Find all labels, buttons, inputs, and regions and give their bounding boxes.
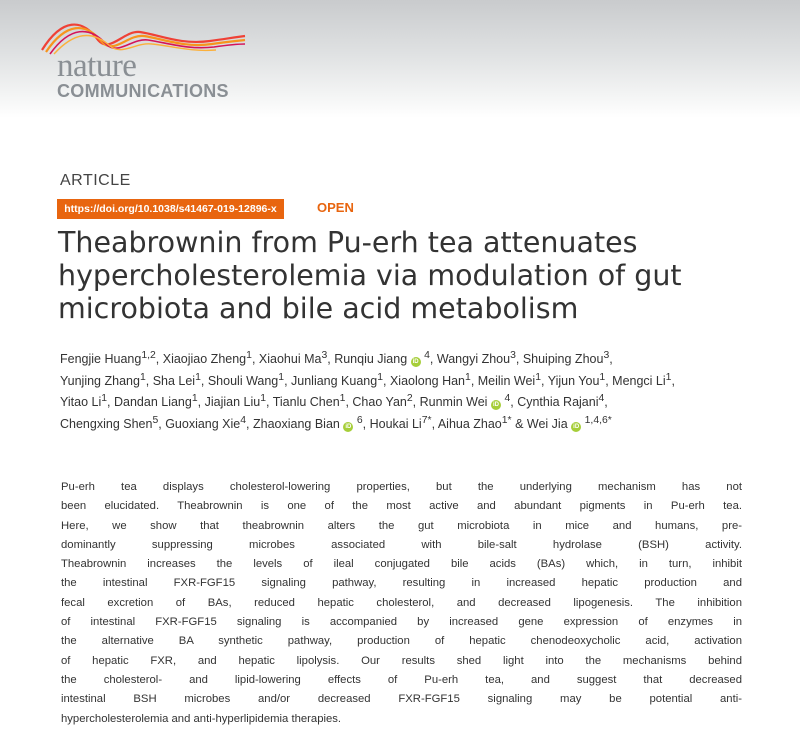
article-title-line: hypercholesterolemia via modulation of gut <box>58 259 682 292</box>
author-name[interactable]: Wangyi Zhou <box>436 352 511 367</box>
orcid-icon[interactable]: iD <box>412 359 419 366</box>
author-separator: , <box>604 395 608 410</box>
author-name[interactable]: Yijun You <box>547 373 600 388</box>
author-name[interactable]: Shouli Wang <box>207 373 279 388</box>
author-name[interactable]: Xiaohui Ma <box>258 352 322 367</box>
author-name[interactable]: Cynthia Rajani <box>517 395 599 410</box>
journal-logo-nature[interactable]: nature <box>57 48 137 84</box>
author-name[interactable]: Xiaolong Han <box>389 373 466 388</box>
article-title-line: Theabrownin from Pu-erh tea attenuates <box>58 226 638 259</box>
author-separator: , <box>284 373 292 388</box>
affiliation-marker: 1 <box>191 393 198 404</box>
author-name[interactable]: Chao Yan <box>352 395 407 410</box>
abstract-line: Theabrownin increases the levels of ileal conjugated bile acids (BAs) which, in turn, inhibit <box>61 558 742 571</box>
author-separator: , <box>605 373 613 388</box>
author-separator: , <box>327 352 335 367</box>
affiliation-marker: 1* <box>501 414 512 426</box>
abstract-line: hypercholesterolemia and anti-hyperlipidemia therapies. <box>61 712 342 725</box>
affiliation-marker: 5 <box>152 414 159 426</box>
author-separator: , <box>155 352 163 367</box>
affiliation-marker: 1 <box>101 393 108 404</box>
affiliation-marker: 1 <box>139 371 146 383</box>
author-name[interactable]: Xiaojiao Zheng <box>162 352 247 367</box>
author-name[interactable]: Guoxiang Xie <box>165 416 241 431</box>
author-separator: , <box>197 395 205 410</box>
author-separator: , <box>515 352 523 367</box>
abstract-line: Here, we show that theabrownin alters the gut microbiota in mice and humans, pre- <box>61 519 742 532</box>
affiliation-marker: 1 <box>260 393 266 404</box>
author-name[interactable]: Sha Lei <box>152 373 196 388</box>
abstract <box>61 478 742 729</box>
affiliation-marker: 4 <box>504 393 511 404</box>
affiliation-marker: 7* <box>421 414 432 426</box>
affiliation-marker: 1 <box>195 371 201 383</box>
affiliation-marker: 3 <box>321 350 328 361</box>
author-name[interactable]: Aihua Zhao <box>437 416 502 431</box>
journal-logo-communications[interactable]: COMMUNICATIONS <box>57 81 229 101</box>
author-name[interactable]: Yunjing Zhang <box>60 373 140 388</box>
author-separator: , <box>609 352 613 367</box>
affiliation-marker: 3 <box>603 350 610 361</box>
author-separator: , <box>362 416 370 431</box>
affiliation-marker: 3 <box>510 350 516 361</box>
affiliation-marker: 4 <box>424 350 430 361</box>
abstract-line: the alternative BA synthetic pathway, production of hepatic chenodeoxycholic acid, activation <box>61 635 742 648</box>
author-line <box>60 367 750 389</box>
author-name[interactable]: Dandan Liang <box>113 395 192 410</box>
author-separator: , <box>200 373 208 388</box>
affiliation-marker: 1 <box>278 371 285 383</box>
author-line <box>60 388 750 410</box>
author-separator: , <box>107 395 114 410</box>
author-separator: , <box>540 373 548 388</box>
doi-link[interactable]: https://doi.org/10.1038/s41467-019-12896-x <box>57 199 284 219</box>
affiliation-marker: 1,2 <box>141 350 156 361</box>
affiliation-marker: 1 <box>377 371 383 383</box>
article-type-label: ARTICLE <box>60 172 131 189</box>
article-title-line: microbiota and bile acid metabolism <box>58 292 579 325</box>
author-separator: , <box>671 373 675 388</box>
orcid-icon[interactable]: iD <box>492 402 499 409</box>
author-separator: , <box>345 395 353 410</box>
author-name[interactable]: Yitao Li <box>60 395 102 410</box>
affiliation-marker: 4 <box>598 393 605 404</box>
open-access-label: OPEN <box>317 200 354 215</box>
author-line <box>60 345 750 367</box>
author-list <box>60 345 750 431</box>
abstract-line: of hepatic FXR, and hepatic lipolysis. Our results shed light into the mechanisms behind <box>61 654 742 667</box>
author-name[interactable]: Wei Jia <box>526 416 568 431</box>
author-separator: , <box>158 416 166 431</box>
author-name[interactable]: Tianlu Chen <box>272 395 340 410</box>
author-separator: , <box>246 416 253 431</box>
author-separator: , <box>431 416 438 431</box>
abstract-line: dominantly suppressing microbes associated with bile-salt hydrolase (BSH) activity. <box>61 538 742 551</box>
author-name[interactable]: Fengjie Huang <box>60 352 142 367</box>
author-separator: & <box>511 416 527 431</box>
abstract-line: fecal excretion of BAs, reduced hepatic cholesterol, and decreased lipogenesis. The inhibition <box>61 596 742 609</box>
author-separator: , <box>145 373 153 388</box>
abstract-line: Pu-erh tea displays cholesterol-lowering properties, but the underlying mechanism has not <box>61 481 742 493</box>
author-name[interactable]: Meilin Wei <box>477 373 536 388</box>
abstract-line: of intestinal FXR-FGF15 signaling is accompanied by increased gene expression of enzymes in <box>61 616 742 629</box>
journal-masthead <box>0 0 800 118</box>
author-separator: , <box>251 352 259 367</box>
abstract-line: the cholesterol- and lipid-lowering effects of Pu-erh tea, and suggest that decreased <box>61 673 742 686</box>
affiliation-marker: 1 <box>535 371 541 383</box>
author-separator: , <box>470 373 478 388</box>
abstract-line: intestinal BSH microbes and/or decreased FXR-FGF15 signaling may be potential anti- <box>61 693 742 706</box>
author-line <box>60 410 750 432</box>
affiliation-marker: 1,4,6* <box>584 414 612 426</box>
article-title <box>58 226 758 325</box>
author-name[interactable]: Runqiu Jiang <box>334 352 408 367</box>
author-name[interactable]: Runmin Wei <box>419 395 488 410</box>
affiliation-marker: 1 <box>599 371 606 383</box>
author-separator: , <box>412 395 420 410</box>
author-separator: , <box>383 373 390 388</box>
orcid-icon[interactable]: iD <box>345 423 352 430</box>
author-separator: , <box>510 395 518 410</box>
abstract-line: the intestinal FXR-FGF15 signaling pathway, resulting in increased hepatic production and <box>61 577 742 590</box>
affiliation-marker: 6 <box>356 414 363 426</box>
affiliation-marker: 1 <box>246 350 252 361</box>
abstract-line: been elucidated. Theabrownin is one of the most active and abundant pigments in Pu-erh tea. <box>61 500 742 513</box>
affiliation-marker: 1 <box>665 371 672 383</box>
author-separator: , <box>265 395 273 410</box>
affiliation-marker: 1 <box>339 393 346 404</box>
author-name[interactable]: Houkai Li <box>369 416 422 431</box>
author-name[interactable]: Mengci Li <box>612 373 666 388</box>
affiliation-marker: 4 <box>240 414 247 426</box>
author-separator: , <box>429 352 437 367</box>
affiliation-marker: 1 <box>465 371 471 383</box>
author-name[interactable]: Jiajian Liu <box>204 395 261 410</box>
affiliation-marker: 2 <box>406 393 413 404</box>
author-name[interactable]: Chengxing Shen <box>60 416 153 431</box>
author-name[interactable]: Junliang Kuang <box>291 373 378 388</box>
author-name[interactable]: Zhaoxiang Bian <box>253 416 340 431</box>
author-name[interactable]: Shuiping Zhou <box>522 352 604 367</box>
orcid-icon[interactable]: iD <box>573 423 580 430</box>
